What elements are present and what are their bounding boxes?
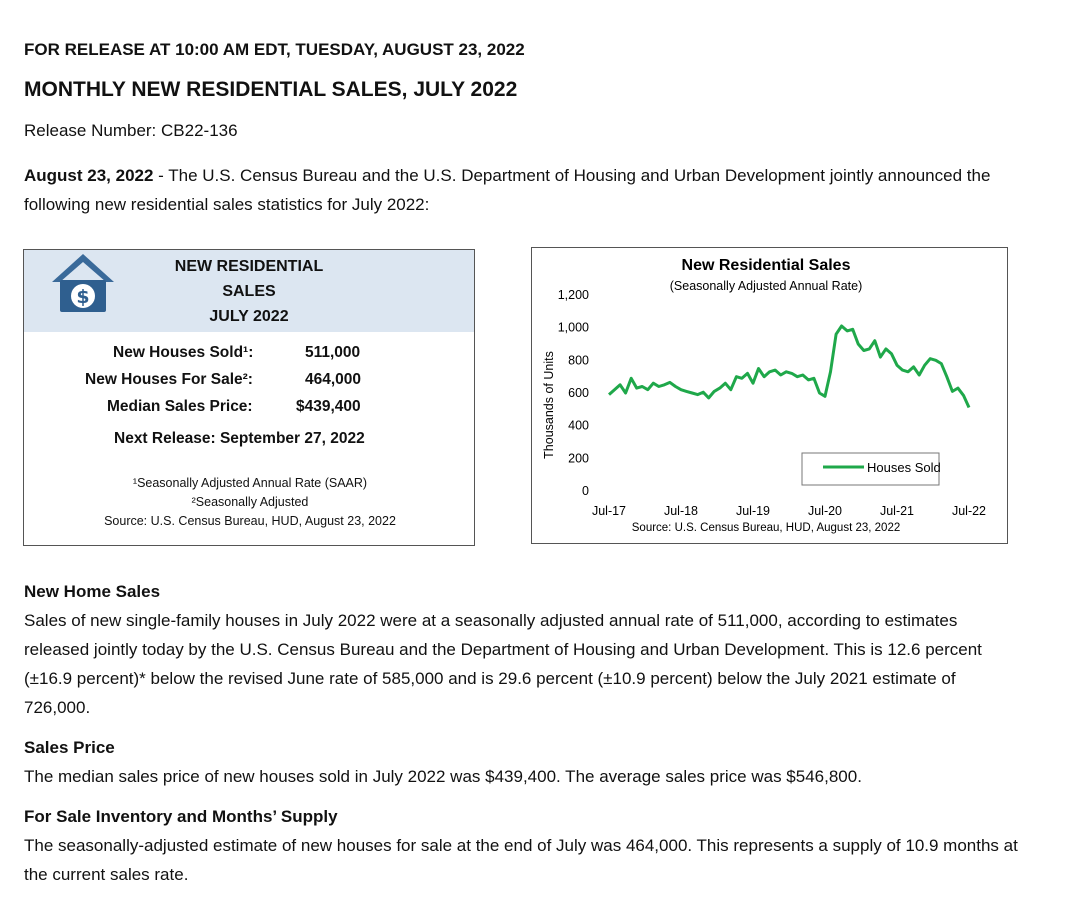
y-tick-label: 600 <box>568 386 589 400</box>
section-text-inventory: The seasonally-adjusted estimate of new houses for sale at the end of July was 464,000. This represents a supply of 10.9 months at the current sales rate. <box>24 836 1018 884</box>
section-heading-new-home-sales: New Home Sales <box>24 582 161 601</box>
chart-legend <box>802 453 941 485</box>
section-text-new-home-sales: Sales of new single-family houses in July 2022 were at a seasonally adjusted annual rate of 511,000, according to estimates released jointly today by the U.S. Census Bureau and the Department of Housing and Urban Development. This is 12.6 percent (±16.9 percent)* below the revised June rate of 585,000 and is 29.6 percent (±10.9 percent) below the July 2021 estimate of 726,000. <box>24 611 982 717</box>
series-line-houses-sold <box>609 326 969 408</box>
summary-label-sold: New Houses Sold¹: <box>113 344 254 361</box>
y-tick-label: 200 <box>568 451 589 466</box>
release-number: Release Number: CB22-136 <box>24 121 238 140</box>
section-heading-sales-price: Sales Price <box>24 738 115 757</box>
summary-heading-3: JULY 2022 <box>209 308 289 325</box>
svg-text:$: $ <box>76 286 90 308</box>
y-tick-label: 800 <box>568 353 589 368</box>
house-dollar-icon <box>48 250 118 316</box>
legend-label: Houses Sold <box>867 460 941 475</box>
x-tick-label: Jul-21 <box>879 504 915 518</box>
intro-date: August 23, 2022 <box>24 166 154 185</box>
release-line: FOR RELEASE AT 10:00 AM EDT, TUESDAY, AUGUST 23, 2022 <box>24 40 525 59</box>
summary-value-for-sale: 464,000 <box>305 371 362 388</box>
y-tick-label: 1,200 <box>557 288 589 302</box>
page-title: MONTHLY NEW RESIDENTIAL SALES, JULY 2022 <box>24 78 518 101</box>
next-release: Next Release: September 27, 2022 <box>114 430 365 447</box>
x-tick-label: Jul-19 <box>735 504 771 518</box>
sales-chart <box>531 247 1008 544</box>
section-text-sales-price: The median sales price of new houses sold in July 2022 was $439,400. The average sales price was $546,800. <box>24 767 862 786</box>
footnote-sa: ²Seasonally Adjusted <box>191 495 309 509</box>
x-tick-label: Jul-20 <box>807 504 843 518</box>
x-tick-label: Jul-22 <box>951 504 987 518</box>
chart-title: New Residential Sales <box>681 257 851 274</box>
y-tick-label: 1,000 <box>557 320 589 335</box>
section-heading-inventory: For Sale Inventory and Months’ Supply <box>24 807 338 826</box>
chart-ylabel: Thousands of Units <box>542 351 556 459</box>
summary-heading-2: SALES <box>222 283 276 300</box>
intro-text: - The U.S. Census Bureau and the U.S. Department of Housing and Urban Development jointly announced the following new residential sales statistics for July 2022: <box>24 166 991 214</box>
chart-subtitle: (Seasonally Adjusted Annual Rate) <box>669 279 863 293</box>
summary-value-sold: 511,000 <box>305 344 361 361</box>
chart-source: Source: U.S. Census Bureau, HUD, August 23, 2022 <box>631 522 901 534</box>
summary-label-for-sale: New Houses For Sale²: <box>85 371 253 388</box>
footnote-saar: ¹Seasonally Adjusted Annual Rate (SAAR) <box>132 476 368 490</box>
summary-box <box>23 249 475 546</box>
y-tick-label: 400 <box>568 418 589 433</box>
intro-paragraph <box>24 161 1004 219</box>
x-tick-label: Jul-17 <box>591 504 627 518</box>
summary-heading-1: NEW RESIDENTIAL <box>174 258 324 275</box>
summary-source: Source: U.S. Census Bureau, HUD, August 23, 2022 <box>104 514 396 528</box>
summary-value-median-price: $439,400 <box>296 398 361 415</box>
summary-label-median-price: Median Sales Price: <box>107 398 253 415</box>
x-tick-label: Jul-18 <box>663 504 699 518</box>
y-tick-label: 0 <box>582 484 589 498</box>
